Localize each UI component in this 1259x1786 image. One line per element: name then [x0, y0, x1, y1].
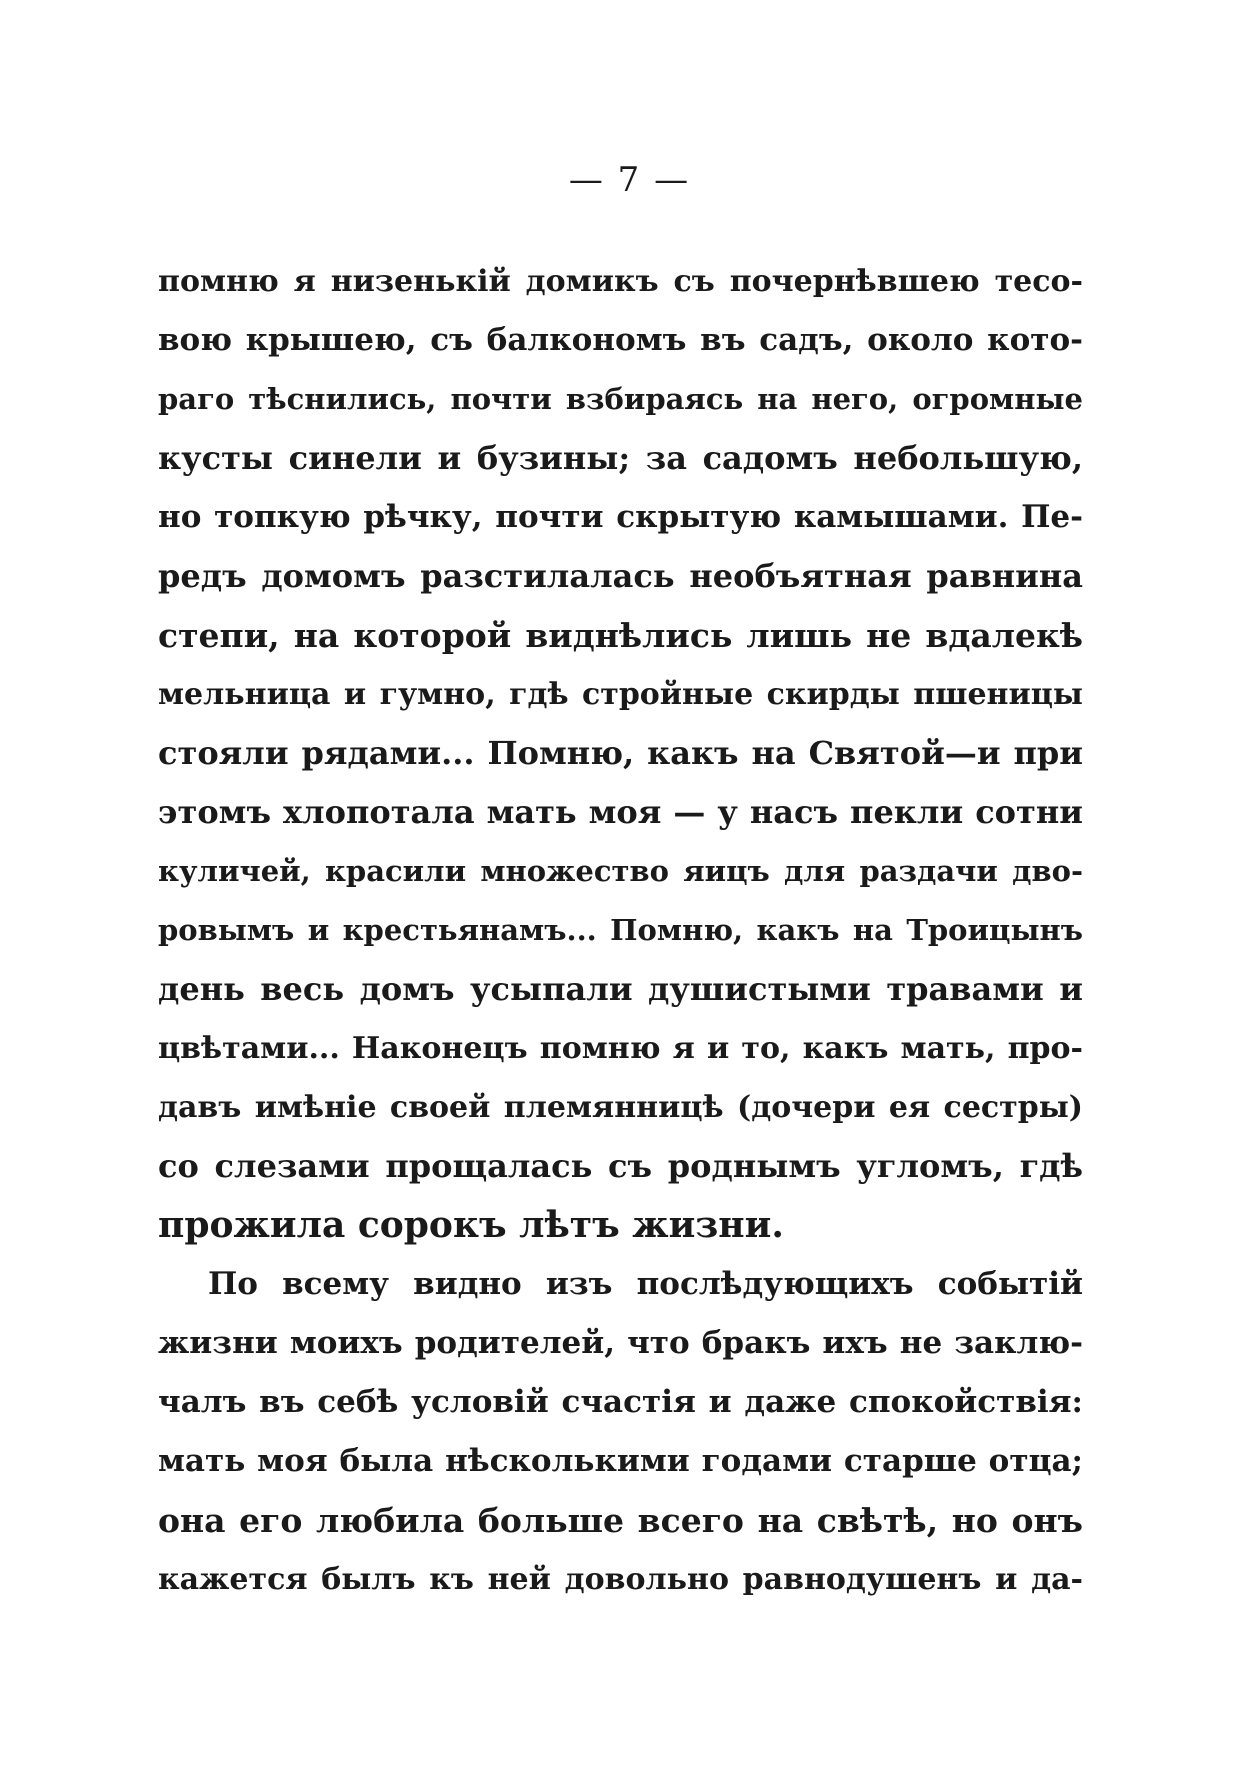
text-line: давъ имѣніе своей племянницѣ (дочери ея сестры) — [158, 1090, 1083, 1125]
text-line: она его любила больше всего на свѣтѣ, но онъ — [158, 1501, 1083, 1540]
text-line: но топкую рѣчку, почти скрытую камышами. Пе- — [158, 499, 1083, 535]
text-line: жизни моихъ родителей, что бракъ ихъ не заклю- — [158, 1325, 1083, 1361]
text-line: со слезами прощалась съ роднымъ угломъ, гдѣ — [158, 1147, 1083, 1185]
text-line: чалъ въ себѣ условій счастія и даже спокойствія: — [158, 1384, 1083, 1420]
text-line: куличей, красили множество яицъ для раздачи дво- — [158, 854, 1083, 888]
paragraph-end-line: прожила сорокъ лѣтъ жизни. — [158, 1204, 784, 1246]
text-line: степи, на которой виднѣлись лишь не вдалекѣ — [158, 616, 1083, 655]
text-line: редъ домомъ разстилалась необъятная равнина — [158, 557, 1083, 595]
text-line: кажется былъ къ ней довольно равнодушенъ и да- — [158, 1562, 1083, 1597]
text-line: мельница и гумно, гдѣ стройные скирды пшеницы — [158, 677, 1083, 712]
text-line: мать моя была нѣсколькими годами старше отца; — [158, 1443, 1083, 1479]
text-line: вою крышею, съ балкономъ въ садъ, около кото- — [158, 322, 1083, 358]
text-line: кусты синели и бузины; за садомъ небольшую, — [158, 439, 1083, 477]
page-number: — 7 — — [568, 160, 691, 200]
text-line: раго тѣснились, почти взбираясь на него, огромные — [158, 382, 1083, 416]
text-line: этомъ хлопотала мать моя — у насъ пекли сотни — [158, 793, 1083, 831]
text-line: день весь домъ усыпали душистыми травами и — [158, 970, 1083, 1008]
text-line: ровымъ и крестьянамъ... Помню, какъ на Троицынъ — [158, 913, 1083, 947]
text-line: цвѣтами... Наконецъ помню я и то, какъ мать, про- — [158, 1031, 1083, 1066]
text-line: стояли рядами... Помню, какъ на Святой—и при — [158, 734, 1083, 772]
body-text — [158, 252, 1083, 1609]
text-line: помню я низенькій домикъ съ почернѣвшею тесо- — [158, 264, 1083, 299]
paragraph-start-line: По всему видно изъ послѣдующихъ событій — [208, 1266, 1083, 1302]
